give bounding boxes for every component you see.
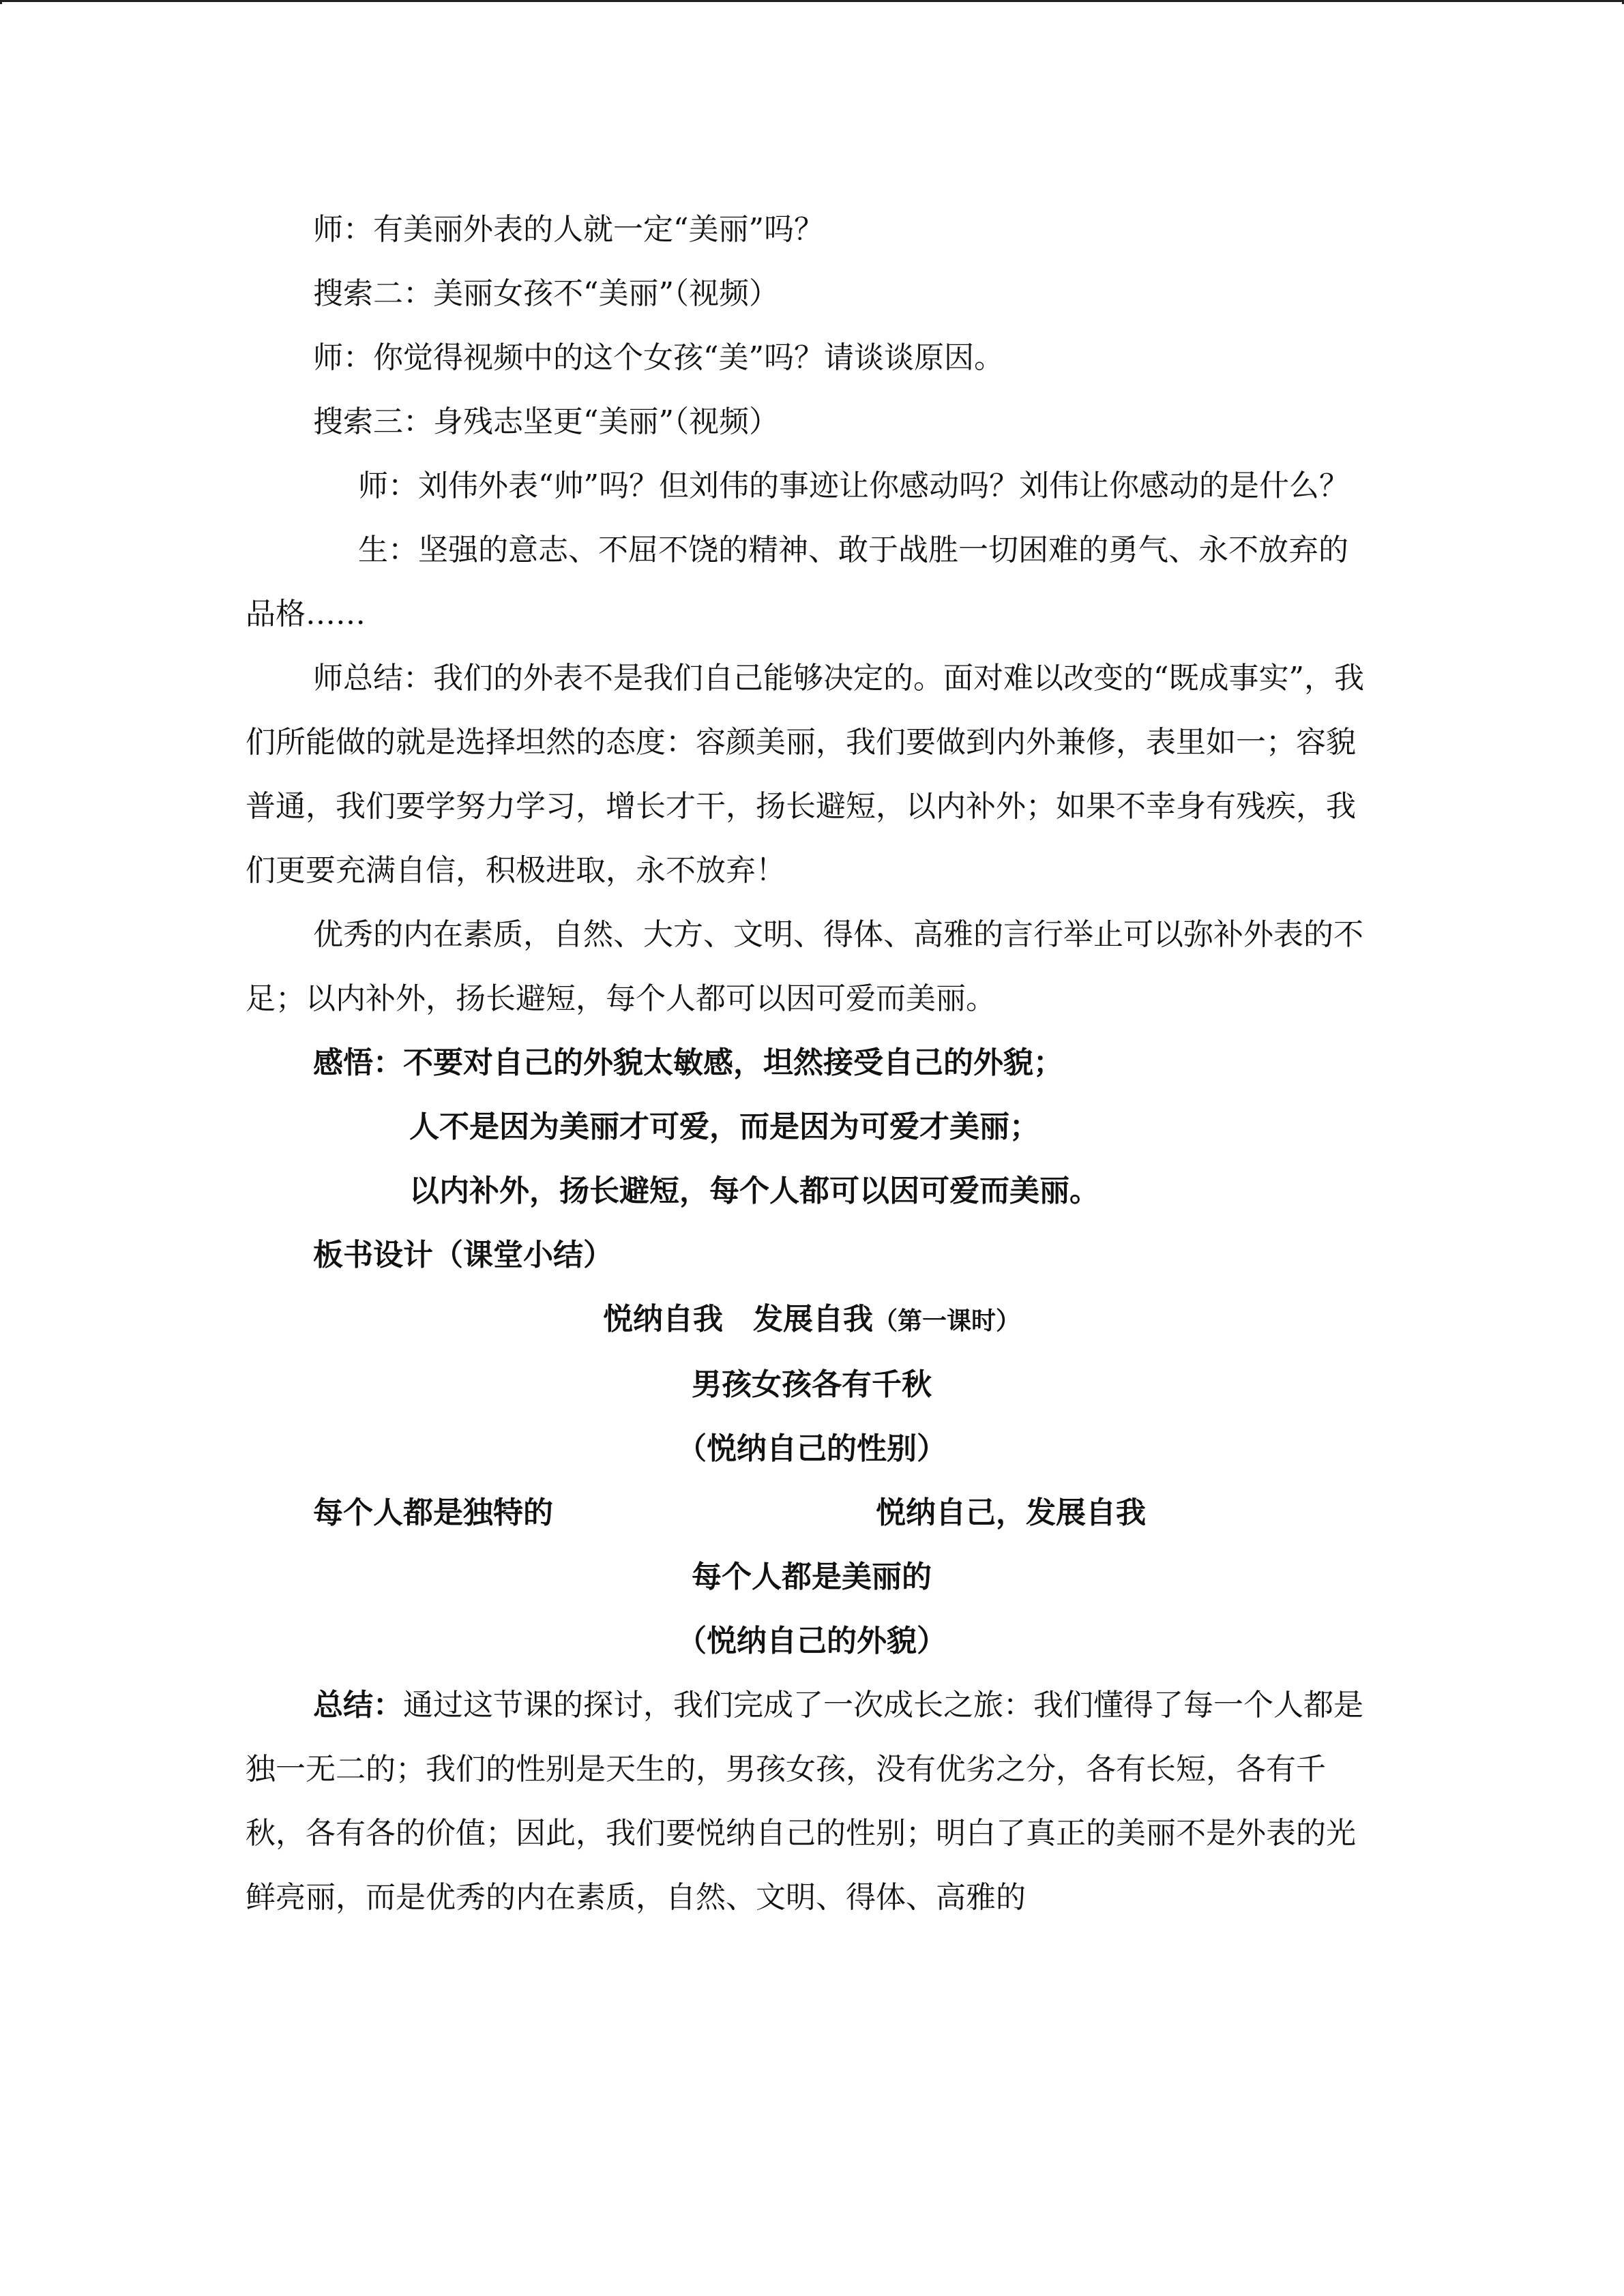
- insight-line-2: 人不是因为美丽才可爱，而是因为可爱才美丽；: [409, 1109, 1039, 1144]
- insight-line-1: [246, 1031, 1378, 1095]
- paragraph-teacher-ask: 师：你觉得视频中的这个女孩“美”吗？请谈谈原因。: [313, 340, 1004, 375]
- paragraph-question: 师：有美丽外表的人就一定“美丽”吗？: [313, 212, 824, 247]
- board-title-note: （第一课时）: [872, 1307, 1020, 1335]
- board-left-branch: 每个人都是独特的: [313, 1495, 553, 1530]
- paragraph-search-three: 搜索三：身残志坚更“美丽”（视频）: [313, 404, 779, 439]
- board-design-heading: 板书设计（课堂小结）: [313, 1238, 613, 1272]
- page-top-border: [0, 0, 1624, 2]
- paragraph-inner-quality: 优秀的内在素质，自然、大方、文明、得体、高雅的言行举止可以弥补外表的不足；以内补外，扬长避短，每个人都可以因可爱而美丽。: [246, 917, 1363, 1016]
- board-right-branch: 悦纳自己，发展自我: [876, 1495, 1146, 1530]
- paragraph-liuwei-question: 师：刘伟外表“帅”吗？但刘伟的事迹让你感动吗？刘伟让你感动的是什么？: [358, 468, 1349, 503]
- insight-line-3: 以内补外，扬长避短，每个人都可以因可爱而美丽。: [409, 1174, 1099, 1208]
- board-branch-row: [246, 1481, 1378, 1545]
- paragraph-summary: [246, 1673, 1378, 1930]
- summary-label: 总结：: [313, 1688, 403, 1723]
- board-title: [246, 1287, 1378, 1353]
- board-line-beauty-note: （悦纳自己的外貌）: [677, 1624, 947, 1658]
- board-line-beauty: 每个人都是美丽的: [692, 1560, 932, 1594]
- paragraph-search-two: 搜索二：美丽女孩不“美丽”（视频）: [313, 276, 779, 311]
- document-body: [246, 198, 1378, 1930]
- board-line-gender: 男孩女孩各有千秋: [692, 1367, 932, 1402]
- paragraph-teacher-summary: 师总结：我们的外表不是我们自己能够决定的。面对难以改变的“既成事实”，我们所能做的就是选择坦然的态度：容颜美丽，我们要做到内外兼修，表里如一；容貌普通，我们要学努力学习，增长才干，扬长避短，以内补外；如果不幸身有残疾，我们更要充满自信，积极进取，永不放弃！: [246, 661, 1364, 888]
- insight-label: 感悟：: [313, 1045, 403, 1080]
- board-title-main: 悦纳自我 发展自我: [602, 1302, 873, 1337]
- board-line-gender-note: （悦纳自己的性别）: [677, 1431, 947, 1466]
- insight-text-1: 不要对自己的外貌太敏感，坦然接受自己的外貌；: [403, 1045, 1063, 1080]
- paragraph-student-answer: 生：坚强的意志、不屈不饶的精神、敢于战胜一切困难的勇气、永不放弃的品格……: [246, 533, 1348, 631]
- summary-text: 通过这节课的探讨，我们完成了一次成长之旅：我们懂得了每一个人都是独一无二的；我们的性别是天生的，男孩女孩，没有优劣之分，各有长短，各有千秋，各有各的价值；因此，我们要悦纳自己的性别；明白了真正的美丽不是外表的光鲜亮丽，而是优秀的内在素质，自然、文明、得体、高雅的: [246, 1688, 1363, 1915]
- page-corner-left: [0, 0, 2, 4]
